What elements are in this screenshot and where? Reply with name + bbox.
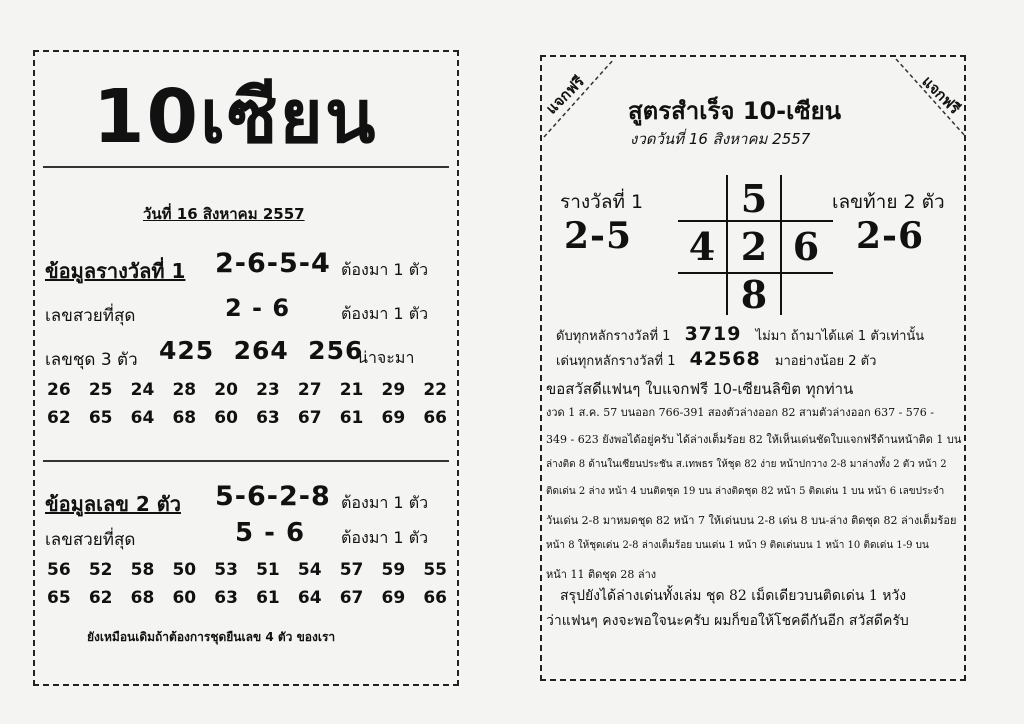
sec1-row1 [47, 380, 447, 400]
number-cell: 69 [381, 588, 406, 608]
tail-label: เลขท้าย 2 ตัว [832, 191, 945, 213]
number-cell: 58 [130, 560, 155, 580]
sec1-heading-num: 2-6-5-4 [215, 248, 331, 279]
number-cell: 29 [381, 380, 406, 400]
body-line: ติดเด่น 2 ล่าง หน้า 4 บนติดชุด 19 บน ล่างติดชุด 82 หน้า 5 ติดเด่น 1 บน หน้า 6 เลขประจำ [546, 486, 945, 497]
number-cell: 51 [256, 560, 280, 580]
line1-a: ดับทุกหลักรางวัลที่ 1 [556, 329, 671, 344]
number-cell: 28 [172, 380, 197, 400]
number-cell: 66 [423, 588, 447, 608]
grid-left: 4 [688, 224, 716, 269]
number-cell: 69 [381, 408, 406, 428]
grid-right: 6 [792, 224, 820, 269]
number-cell: 52 [88, 560, 113, 580]
number-cell: 62 [47, 408, 71, 428]
number-cell: 64 [297, 588, 322, 608]
number-cell: 60 [214, 408, 238, 428]
body-line: ล่างติด 8 ด้านในเซียนประชัน ส.เทพธร ให้ชุด 82 ง่าย หน้าปกวาง 2-8 มาล่างทั้ง 2 ตัว หน้า 2 [546, 459, 947, 470]
sec1-set-label: เลขชุด 3 ตัว [45, 350, 138, 370]
sec2-best-note: ต้องมา 1 ตัว [341, 528, 429, 547]
left-panel [33, 50, 459, 686]
summary2: ว่าแฟนๆ คงจะพอใจนะครับ ผมก็ขอให้โชคดีกันอีก สวัสดีครับ [546, 613, 909, 629]
number-cell: 63 [214, 588, 238, 608]
sec1-heading: ข้อมูลรางวัลที่ 1 [45, 259, 186, 283]
line2-b: มาอย่างน้อย 2 ตัว [774, 354, 877, 369]
grid-center: 2 [740, 224, 768, 269]
number-cell: 60 [172, 588, 197, 608]
body-line: งวด 1 ส.ค. 57 บนออก 766-391 สองตัวล่างออก 82 สามตัวล่างออก 637 - 576 - [546, 406, 935, 419]
body-text [546, 403, 962, 588]
body-line: หน้า 11 ติดชุด 28 ล่าง [546, 568, 657, 581]
divider [43, 166, 449, 168]
number-cell: 65 [47, 588, 71, 608]
sec2-row1 [47, 560, 447, 580]
sec1-best-note: ต้องมา 1 ตัว [341, 304, 429, 323]
number-cell: 67 [339, 588, 364, 608]
grid-top: 5 [740, 176, 768, 221]
number-cell: 54 [297, 560, 322, 580]
sec1-set-nums: 425 264 256 [159, 336, 364, 365]
number-cell: 24 [130, 380, 155, 400]
number-cell: 68 [130, 588, 155, 608]
sec1-best-num: 2 - 6 [225, 294, 291, 322]
line1-b: ไม่มา ถ้ามาได้แค่ 1 ตัวเท่านั้น [755, 329, 925, 344]
free-badge-left: แจกฟรี [542, 72, 588, 118]
number-cell: 61 [256, 588, 280, 608]
line2 [556, 348, 876, 371]
number-cell: 22 [423, 380, 447, 400]
sec2-heading: ข้อมูลเลข 2 ตัว [45, 492, 181, 516]
number-cell: 61 [339, 408, 364, 428]
free-badge-right: แจกฟรี [918, 72, 964, 118]
number-cell: 67 [297, 408, 322, 428]
number-cell: 23 [256, 380, 280, 400]
line2-num: 42568 [689, 348, 761, 370]
sec1-heading-note: ต้องมา 1 ตัว [341, 260, 429, 279]
body-line: หน้า 8 ให้ชุดเด่น 2-8 ล่างเต็มร้อย บนเด่น 1 หน้า 9 ติดเด่นบน 1 หน้า 10 ติดเด่น 1-9 บน [546, 540, 929, 551]
number-cell: 66 [423, 408, 447, 428]
left-footer: ยังเหมือนเดิมถ้าต้องการชุดยืนเลข 4 ตัว ของเรา [87, 630, 336, 644]
sec2-heading-num: 5-6-2-8 [215, 481, 331, 512]
number-cell: 56 [47, 560, 71, 580]
sec2-row2 [47, 588, 447, 608]
prize-label: รางวัลที่ 1 [560, 191, 644, 213]
grid-bottom: 8 [740, 272, 768, 317]
right-date: งวดวันที่ 16 สิงหาคม 2557 [630, 130, 811, 148]
number-cell: 20 [214, 380, 238, 400]
left-title: 10เซียน [93, 74, 378, 160]
greeting: ขอสวัสดีแฟนๆ ใบแจกฟรี 10-เซียนลิขิต ทุกท่าน [546, 380, 854, 398]
sec1-row2 [47, 408, 447, 428]
number-cell: 63 [256, 408, 280, 428]
number-cell: 59 [381, 560, 406, 580]
sec1-set-note: น่าจะมา [357, 348, 415, 367]
right-panel [540, 55, 966, 681]
number-cell: 25 [88, 380, 113, 400]
number-cell: 62 [88, 588, 113, 608]
number-cell: 57 [339, 560, 364, 580]
number-cell: 21 [339, 380, 364, 400]
body-line: 349 - 623 ยังพอได้อยู่ครับ ได้ล่างเต็มร้อย 82 ให้เห็นเด่นชัดใบแจกฟรีด้านหน้าติด 1 บน [546, 433, 962, 446]
number-cell: 26 [47, 380, 71, 400]
number-cell: 27 [297, 380, 322, 400]
line1-num: 3719 [684, 323, 742, 345]
divider [43, 460, 449, 462]
sec2-best-num: 5 - 6 [235, 518, 306, 548]
number-cell: 64 [130, 408, 155, 428]
left-date: วันที่ 16 สิงหาคม 2557 [143, 205, 305, 223]
line1 [556, 323, 924, 346]
number-cell: 65 [88, 408, 113, 428]
right-title: สูตรสำเร็จ 10-เซียน [628, 97, 842, 125]
line2-a: เด่นทุกหลักรางวัลที่ 1 [556, 354, 676, 369]
sec2-heading-note: ต้องมา 1 ตัว [341, 493, 429, 512]
prize-num: 2-5 [564, 215, 633, 257]
number-cell: 68 [172, 408, 197, 428]
number-cell: 55 [423, 560, 447, 580]
number-cell: 53 [214, 560, 238, 580]
tail-num: 2-6 [856, 215, 925, 257]
sec2-best-label: เลขสวยที่สุด [45, 530, 136, 550]
sec1-best-label: เลขสวยที่สุด [45, 306, 136, 326]
number-cell: 50 [172, 560, 197, 580]
body-line: วันเด่น 2-8 มาหมดชุด 82 หน้า 7 ให้เด่นบน 2-8 เด่น 8 บน-ล่าง ติดชุด 82 ล่างเต็มร้อย [546, 514, 957, 527]
summary1: สรุปยังได้ล่างเด่นทั้งเล่ม ชุด 82 เม็ดเดียวบนติดเด่น 1 หวัง [560, 588, 907, 604]
